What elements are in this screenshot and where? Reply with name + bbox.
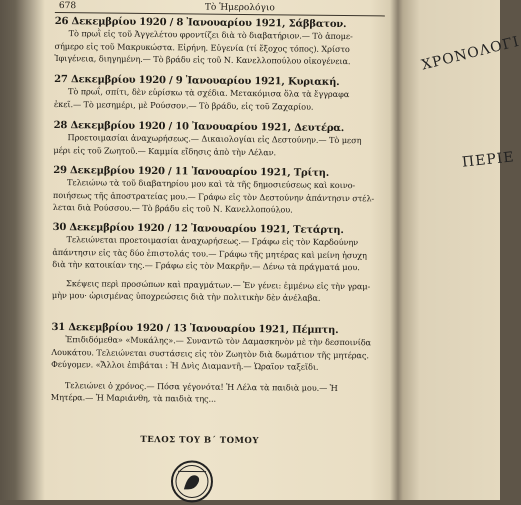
entry-line: μέρι εἰς τοῦ Ζωητοῦ.— Καμμία εἴδησις ἀπὸ τὴν Λέλαν.	[53, 144, 277, 157]
entry-date: 28 Δεκεμβρίου 1920 / 10 Ἰανουαρίου 1921, Δευτέρα.	[53, 119, 345, 135]
diary-entry	[54, 16, 384, 68]
entry-line: Τὸ πρωῒ εἰς τοῦ Ἀγγελέτου φροντίζει διὰ τὸ διαβατήριον.— Τὸ ἀπομε-	[68, 28, 353, 42]
entry-line: Προετοιμασίαι ἀναχωρήσεως.— Δικαιολογίαι εἰς Δεστούνην.— Τὸ μεση	[67, 132, 362, 146]
entry-line: μὴν μου· ὡρισμένας ὑποχρεώσεις διὰ τὴν πολιτικὴν δὲν ἀνέλαβα.	[51, 289, 321, 303]
diary-entry	[53, 120, 383, 159]
entry-line: Μητέρα.— Ἡ Μαριάνθη, τὰ παιδιὰ της...	[50, 391, 217, 404]
entry-line: ποιήσεως τῆς ἀποστρατείας μου.— Γράφω εἰς τὸν Δεστούνην ἀπάντησιν στέλ-	[52, 189, 375, 203]
entry-date: 31 Δεκεμβρίου 1920 / 13 Ἰανουαρίου 1921, Πέμπτη.	[51, 321, 339, 336]
right-page-title: ΧΡΟΝΟΛΟΓΙ	[420, 33, 521, 74]
page-number: 678	[58, 1, 77, 12]
entry-line: Τελειώνει ὁ χρόνος.— Πόσα γέγονότα! Ἡ Λέλα τὰ παιδιὰ μου.— Ἡ	[64, 379, 338, 393]
running-header	[55, 0, 385, 16]
entry-line: Τελειώνω τὰ τοῦ διαβατηρίου μου καὶ τὰ τῆς δημοσιεύσεως καὶ κοινο-	[67, 177, 356, 191]
entry-line: Τελειώνεται προετοιμασίαι ἀναχωρήσεως.— Γράφω εἰς τὸν Καρδούνην	[66, 234, 359, 248]
entry-line: Σκέψεις περὶ προσώπων καὶ πραγμάτων.— Ἐν γένει: ἐμμένω εἰς τὴν γραμ-	[65, 277, 371, 291]
entry-line: Ἐπιδιδόμεθα» «Μυκάλης».— Συναντῶ τὸν Δαμασκηνὸν μὲ τὴν δεσποινίδα	[65, 334, 372, 348]
entry-date: 27 Δεκεμβρίου 1920 / 9 Ἰανουαρίου 1921, Κυριακή.	[54, 73, 340, 88]
entry-date: 30 Δεκεμβρίου 1920 / 12 Ἰανουαρίου 1921, Τετάρτη.	[52, 221, 344, 237]
diary-entry	[51, 322, 382, 407]
entry-line: ἐκεῖ.— Τὸ μεσημέρι, μὲ Ρούσσον.— Τὸ βράδυ, εἰς τοῦ Ζαχαρίου.	[53, 98, 314, 112]
entry-date: 26 Δεκεμβρίου 1920 / 8 Ἰανουαρίου 1921, Σάββατον.	[54, 15, 347, 31]
diary-entry	[54, 74, 384, 113]
entry-line: Λουκάτου. Τελειώνεται συστάσεις εἰς τὸν Ζωητὸν διὰ δωμάτιον τῆς μητέρας.	[51, 346, 369, 360]
entry-line: Ἰφιγένεια, διηγημένη.— Τὸ βράδυ εἰς τοῦ Ν. Κανελλοπούλου οἰκογένεια.	[54, 52, 351, 67]
end-of-volume-title: ΤΕΛΟΣ ΤΟΥ Β΄ ΤΟΜΟΥ	[140, 434, 259, 447]
running-title: Τὸ Ἡμερολόγιο	[204, 2, 275, 14]
entry-date: 29 Δεκεμβρίου 1920 / 11 Ἰανουαρίου 1921, Τρίτη.	[53, 164, 330, 179]
entry-line: σήμερο εἰς τοῦ Μακρυκώστα. Εἰρήνη. Εὐγενία (τί ἔξοχος τόπος). Χρίστο	[54, 40, 350, 54]
diary-entry	[52, 222, 383, 305]
entry-line: ἀπάντησιν εἰς τὰς δύο ἐπιστολάς του.— Γράφω τῆς μητέρας καὶ μείνη ἡσυχη	[52, 246, 367, 260]
entry-line: Τὸ πρωΐ, σπίτι, δὲν εὑρίσκω τὰ σχέδια. Μετακόμισα ὅλα τὰ ἔγγραφα	[67, 86, 350, 100]
entry-line: λεται διὰ Ρούσσου.— Τὸ βράδυ εἰς τοῦ Ν. Κανελλοπούλου.	[52, 201, 293, 215]
left-page	[50, 0, 385, 503]
entry-line: Φεύγομεν. «Ἄλλοι ἐπιβάται : Ἡ Δνὶς Διαμαντῆ.— Ὡραῖον ταξεῖδι.	[51, 358, 319, 372]
publisher-emblem-icon	[170, 459, 214, 503]
diary-entry	[53, 165, 383, 217]
entry-line: διὰ τὴν κατοικίαν της.— Γράφω εἰς τὸν Μακρῆν.— Δένω τὰ πράγματά μου.	[52, 258, 360, 273]
right-page-subtitle: ΠΕΡΙΕ	[461, 149, 516, 171]
